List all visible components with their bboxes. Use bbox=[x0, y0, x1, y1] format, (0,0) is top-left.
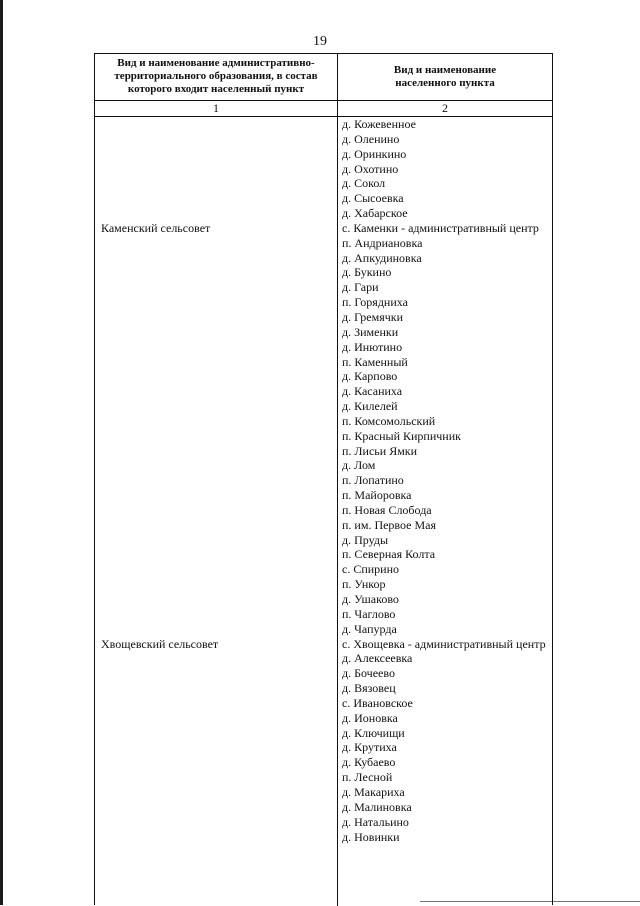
settlement-item: д. Гари bbox=[342, 280, 379, 295]
settlements-table bbox=[94, 53, 553, 905]
settlement-item: д. Оринкино bbox=[342, 146, 407, 161]
header-administrative-unit bbox=[97, 57, 335, 96]
header-line: Вид и наименование bbox=[393, 64, 497, 76]
settlement-item: д. Апкудиновка bbox=[342, 250, 422, 265]
settlement-item: п. Чаглово bbox=[342, 606, 396, 621]
column-number-2: 2 bbox=[442, 101, 448, 115]
settlement-item: д. Бочеево bbox=[342, 666, 395, 681]
settlement-item: д. Сысоевка bbox=[342, 191, 404, 206]
column-number-1: 1 bbox=[213, 101, 219, 115]
settlement-item: д. Чапурда bbox=[342, 621, 397, 636]
settlement-item: д. Ионовка bbox=[342, 710, 398, 725]
municipality-khvoshchevsky: Хвощевский сельсовет bbox=[101, 637, 219, 651]
settlement-item: д. Пруды bbox=[342, 532, 389, 547]
settlement-item: д. Ключищи bbox=[342, 725, 405, 740]
settlement-item: д. Новинки bbox=[342, 829, 400, 844]
settlement-item: д. Инютино bbox=[342, 339, 403, 354]
settlement-item: п. Лопатино bbox=[342, 473, 404, 488]
header-settlement bbox=[340, 64, 550, 90]
header-line: населенного пункта bbox=[395, 77, 495, 89]
settlement-item: д. Малиновка bbox=[342, 799, 412, 814]
settlement-item: д. Натальино bbox=[342, 814, 409, 829]
settlement-item: п. Андриановка bbox=[342, 235, 423, 250]
settlement-item: д. Букино bbox=[342, 265, 392, 280]
settlement-item: д. Касаниха bbox=[342, 384, 403, 399]
settlement-item: п. Комсомольский bbox=[342, 413, 436, 428]
settlement-item: с. Каменки - административный центр bbox=[342, 220, 539, 235]
column-divider bbox=[337, 54, 338, 906]
settlement-item: д. Крутиха bbox=[342, 740, 397, 755]
settlement-item: д. Оленино bbox=[342, 131, 400, 146]
settlement-item: д. Алексеевка bbox=[342, 651, 413, 666]
settlement-item: п. Красный Кирпичник bbox=[342, 428, 461, 443]
settlement-item: п. Лесной bbox=[342, 770, 393, 785]
settlement-item: с. Спирино bbox=[342, 562, 400, 577]
settlement-item: п. Ункор bbox=[342, 577, 386, 592]
settlement-item: д. Охотино bbox=[342, 161, 399, 176]
settlement-item: д. Сокол bbox=[342, 176, 386, 191]
settlement-item: д. Вязовец bbox=[342, 681, 396, 696]
settlement-item: д. Кожевенное bbox=[342, 117, 416, 131]
settlement-item: п. Лисьи Ямки bbox=[342, 443, 418, 458]
header-line: которого входит населенный пункт bbox=[127, 83, 305, 95]
settlement-list bbox=[342, 117, 552, 844]
settlement-item: д. Макариха bbox=[342, 784, 405, 799]
settlement-item: п. Новая Слобода bbox=[342, 502, 432, 517]
settlement-item: д. Кубаево bbox=[342, 755, 396, 770]
settlement-item: п. Горядниха bbox=[342, 295, 408, 310]
settlement-item: п. Каменный bbox=[342, 354, 408, 369]
header-line: территориального образования, в состав bbox=[114, 70, 318, 82]
settlement-item: с. Ивановское bbox=[342, 695, 413, 710]
municipality-kamensky: Каменский сельсовет bbox=[101, 221, 211, 235]
header-separator bbox=[95, 100, 552, 101]
settlement-item: с. Хвощевка - административный центр bbox=[342, 636, 546, 651]
settlement-item: д. Карпово bbox=[342, 369, 398, 384]
settlement-item: д. Лом bbox=[342, 458, 376, 473]
settlement-item: д. Килелей bbox=[342, 399, 398, 414]
page-number: 19 bbox=[313, 34, 327, 49]
header-line: Вид и наименование административно- bbox=[117, 57, 315, 69]
settlement-item: п. им. Первое Мая bbox=[342, 517, 437, 532]
settlement-item: д. Зименки bbox=[342, 324, 399, 339]
settlement-item: д. Гремячки bbox=[342, 309, 404, 324]
scan-edge-left bbox=[0, 0, 3, 905]
settlement-item: п. Майоровка bbox=[342, 488, 412, 503]
settlement-item: д. Хабарское bbox=[342, 206, 408, 221]
settlement-item: п. Северная Колта bbox=[342, 547, 436, 562]
settlement-item: д. Ушаково bbox=[342, 592, 399, 606]
